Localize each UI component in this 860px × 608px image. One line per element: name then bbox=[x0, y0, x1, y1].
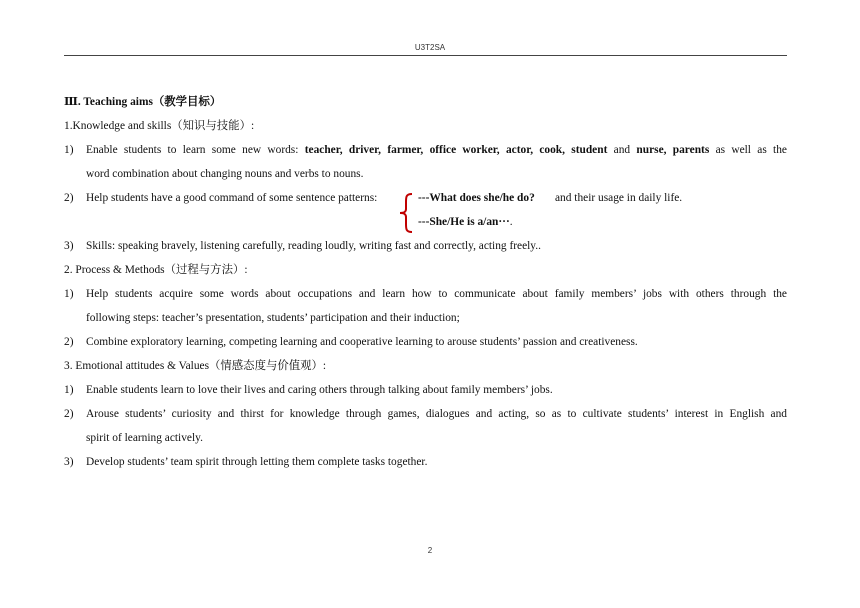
list-item: Help students have a good command of some sentence patterns: bbox=[86, 192, 378, 204]
pattern-usage-text: and their usage in daily life. bbox=[555, 192, 683, 204]
process-heading: 2. Process & Methods（过程与方法）: bbox=[64, 264, 248, 276]
section-title: Ⅲ. Teaching aims（教学目标） bbox=[64, 96, 222, 108]
header-rule bbox=[64, 55, 787, 56]
list-item-continuation: following steps: teacher’s presentation, students’ participation and their induction; bbox=[86, 312, 460, 324]
list-item-continuation: word combination about changing nouns and verbs to nouns. bbox=[86, 168, 364, 180]
emotional-heading: 3. Emotional attitudes & Values（情感态度与价值观）: bbox=[64, 360, 327, 372]
knowledge-heading: 1.Knowledge and skills（知识与技能）: bbox=[64, 120, 255, 132]
list-item: Skills: speaking bravely, listening carefully, reading loudly, writing fast and correctly, acting freely.. bbox=[86, 240, 541, 252]
list-number: 1) bbox=[64, 144, 74, 156]
list-item: Help students acquire some words about occupations and learn how to communicate about family members’ jobs with others through the bbox=[86, 288, 787, 300]
list-item: Combine exploratory learning, competing learning and cooperative learning to arouse students’ passion and creativeness. bbox=[86, 336, 638, 348]
sentence-pattern-question: ---What does she/he do? bbox=[418, 192, 535, 204]
page-header: U3T2SA bbox=[414, 43, 446, 52]
page-number: 2 bbox=[427, 546, 433, 555]
list-item: Develop students’ team spirit through letting them complete tasks together. bbox=[86, 456, 428, 468]
curly-brace-icon bbox=[398, 193, 414, 233]
list-number: 2) bbox=[64, 336, 74, 348]
list-number: 3) bbox=[64, 456, 74, 468]
list-item: Arouse students’ curiosity and thirst for knowledge through games, dialogues and acting, so as to cultivate students’ interest in English and bbox=[86, 408, 787, 420]
list-item: Enable students to learn some new words: teacher, driver, farmer, office worker, actor, cook, student and nurse, parents as well as the bbox=[86, 144, 787, 156]
list-number: 1) bbox=[64, 288, 74, 300]
list-item-continuation: spirit of learning actively. bbox=[86, 432, 203, 444]
list-item: Enable students learn to love their lives and caring others through talking about family members’ jobs. bbox=[86, 384, 553, 396]
sentence-pattern-answer: ---She/He is a/an···. bbox=[418, 216, 513, 228]
list-number: 2) bbox=[64, 408, 74, 420]
list-number: 3) bbox=[64, 240, 74, 252]
list-number: 1) bbox=[64, 384, 74, 396]
list-number: 2) bbox=[64, 192, 74, 204]
